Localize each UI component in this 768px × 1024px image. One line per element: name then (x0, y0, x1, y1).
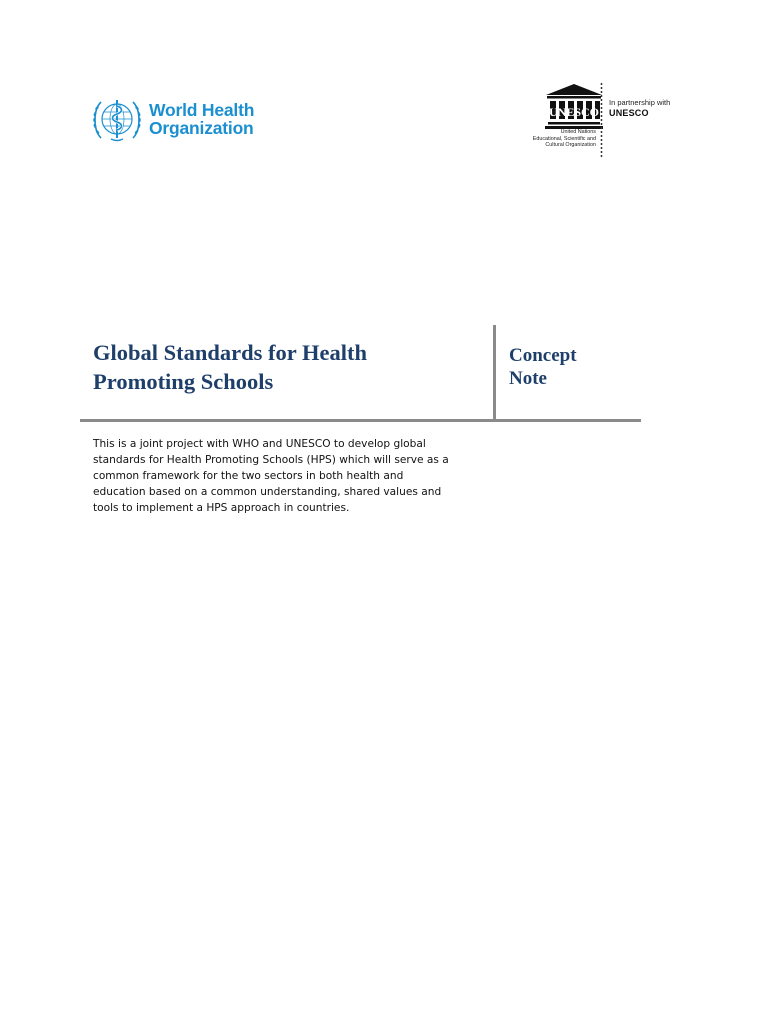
who-logo-line2: Organization (149, 118, 254, 138)
unesco-subtitle-line3: Cultural Organization (545, 142, 596, 149)
summary-line: tools to implement a HPS approach in countries. (93, 502, 350, 514)
summary-paragraph (93, 436, 483, 516)
dotted-divider (600, 82, 603, 158)
title-line1: Global Standards for Health (93, 340, 367, 365)
unesco-subtitle-line2: Educational, Scientific and (532, 135, 596, 142)
who-emblem-icon (91, 94, 143, 144)
horizontal-divider (80, 419, 641, 422)
who-logo (91, 94, 271, 144)
document-title (93, 338, 483, 396)
summary-line: education based on a common understanding, shared values and (93, 486, 442, 498)
unesco-subtitle-line1: United Nations (560, 129, 596, 135)
unesco-partnership-block (512, 82, 692, 158)
summary-line: common framework for the two sectors in both health and (93, 470, 404, 482)
summary-line: standards for Health Promoting Schools (HPS) which will serve as a (93, 454, 449, 466)
document-type-line1: Concept (509, 345, 577, 366)
summary-line: This is a joint project with WHO and UNESCO to develop global (93, 438, 426, 450)
vertical-divider (493, 325, 496, 420)
partner-name: UNESCO (609, 108, 649, 118)
who-logo-text (149, 101, 254, 137)
document-type (509, 344, 577, 390)
document-type-line2: Note (509, 368, 547, 389)
partnership-label: In partnership with (609, 98, 671, 107)
title-line2: Promoting Schools (93, 369, 274, 394)
who-logo-line1: World Health (149, 100, 255, 120)
unesco-wordmark: UNESCO (548, 105, 600, 119)
unesco-subtitle (512, 129, 596, 149)
unesco-temple-icon (542, 82, 606, 132)
